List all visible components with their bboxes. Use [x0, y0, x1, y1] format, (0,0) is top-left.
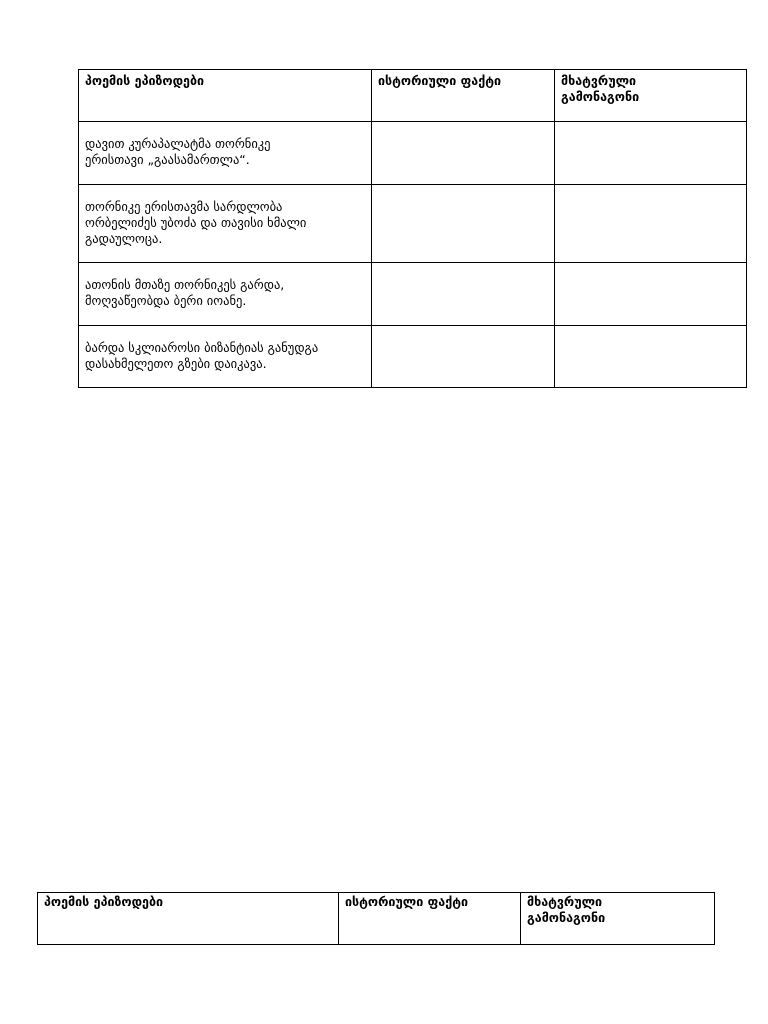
header-cell-artistic-fiction	[521, 893, 715, 945]
header-cell-historical-fact	[339, 893, 521, 945]
table-header-row	[38, 893, 715, 945]
historical-fact-cell[interactable]	[372, 185, 555, 263]
header-episodes-label: პოემის ეპიზოდები	[44, 894, 164, 909]
artistic-fiction-cell[interactable]	[555, 263, 747, 326]
header-cell-episodes	[79, 70, 372, 122]
historical-fact-cell[interactable]	[372, 263, 555, 326]
header-historical-fact-label: ისტორიული ფაქტი	[378, 73, 501, 88]
artistic-fiction-cell[interactable]	[555, 122, 747, 185]
episode-cell	[79, 122, 372, 185]
episode-text: ათონის მთაზე თორნიკეს გარდა, მოღვაწეობდა ბერი იოანე.	[85, 277, 285, 308]
artistic-fiction-cell[interactable]	[555, 326, 747, 388]
episode-text: დავით კურაპალატმა თორნიკე ერისთავი „გაასამართლა“.	[85, 136, 271, 167]
episodes-table-continued	[37, 892, 715, 945]
header-historical-fact-label: ისტორიული ფაქტი	[345, 894, 468, 909]
artistic-fiction-cell[interactable]	[555, 185, 747, 263]
historical-fact-cell[interactable]	[372, 122, 555, 185]
header-episodes-label: პოემის ეპიზოდები	[85, 73, 205, 88]
header-cell-episodes	[38, 893, 339, 945]
episode-text: თორნიკე ერისთავმა სარდლობა ორბელიძეს უბოძა და თავისი ხმალი გადაულოცა.	[85, 199, 307, 246]
table-row	[79, 263, 747, 326]
header-artistic-fiction-label: მხატვრული გამონაგონი	[527, 894, 606, 925]
episode-text: ბარდა სკლიაროსი ბიზანტიას განუდგა დასახმელეთო გზები დაიკავა.	[85, 340, 319, 371]
table-header-row	[79, 70, 747, 122]
table-row	[79, 185, 747, 263]
table-row	[79, 122, 747, 185]
historical-fact-cell[interactable]	[372, 326, 555, 388]
header-cell-artistic-fiction	[555, 70, 747, 122]
episode-cell	[79, 326, 372, 388]
episode-cell	[79, 263, 372, 326]
header-artistic-fiction-label: მხატვრული გამონაგონი	[561, 73, 640, 104]
table-row	[79, 326, 747, 388]
episode-cell	[79, 185, 372, 263]
episodes-table	[78, 69, 747, 388]
header-cell-historical-fact	[372, 70, 555, 122]
